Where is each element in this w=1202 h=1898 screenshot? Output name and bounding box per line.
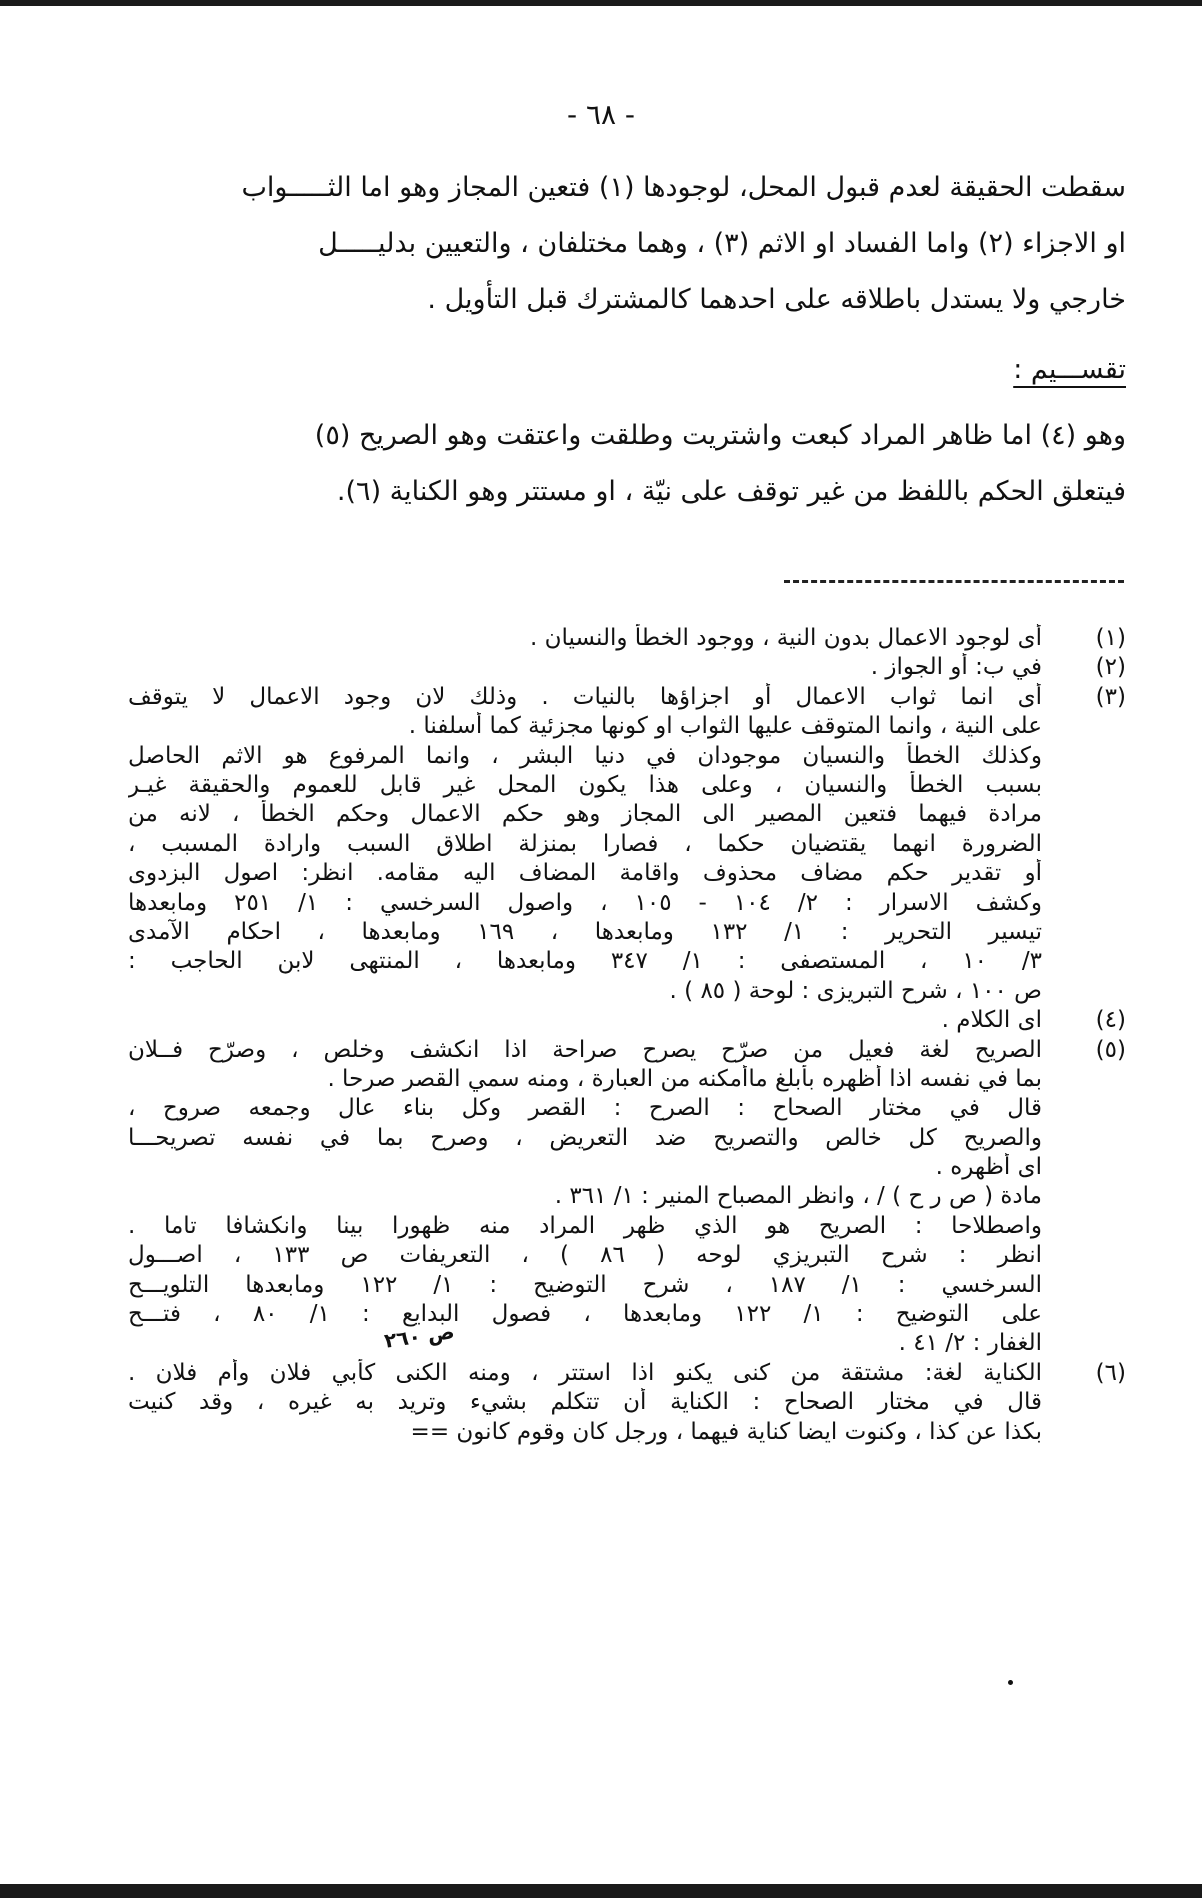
footnote-line: مرادة فيهما فتعين المصير الى المجاز وهو حكم الاعمال وحكم الخطأ ، لانه من [128,801,1042,828]
footnote-number: (٣) [1095,683,1126,710]
footnote-line: أى انما ثواب الاعمال أو اجزاؤها بالنيات . وذلك لان وجود الاعمال لا يتوقف [128,683,1042,710]
footnote-5 [106,1036,1126,1359]
footnote-line: أو تقدير حكم مضاف محذوف واقامة المضاف اليه مقامه. انظر: اصول البزدوى [128,860,1042,887]
main-paragraph-1 [166,160,1126,328]
footnote-line: ص ١٠٠ ، شرح التبريزى : لوحة ( ٨٥ ) . [669,977,1042,1004]
footnote-separator [784,580,1124,583]
footnote-body [106,1036,1042,1359]
text-line: او الاجزاء (٢) واما الفساد او الاثم (٣) ، وهما مختلفان ، والتعيين بدليـــــل [318,228,1126,259]
footnote-body [106,1006,1042,1035]
text-line: خارجي ولا يستدل باطلاقه على احدهما كالمشترك قبل التأويل . [427,284,1126,315]
footnote-line: والصريح كل خالص والتصريح ضد التعريض ، وصرح بما في نفسه تصريحـــا [128,1124,1042,1151]
footnote-line: اى أظهره . [935,1154,1042,1181]
footnote-number: (١) [1095,625,1126,651]
footnote-number: (٥) [1095,1036,1126,1063]
page-number: - ٦٨ - [566,98,636,131]
text-line: فيتعلق الحكم باللفظ من غير توقف على نيّة ، او مستتر وهو الكناية (٦). [336,476,1126,507]
footnote-4 [106,1006,1126,1035]
footnote-line: على التوضيح : ١/ ١٢٢ ومابعدها ، فصول البدايع : ١/ ٨٠ ، فتـــح [128,1301,1042,1328]
footnote-line: بما في نفسه اذا أظهره بأبلغ ماأمكنه من العبارة ، ومنه سمي القصر صرحا . [327,1065,1042,1092]
footnote-body [106,683,1042,1006]
footnote-line: الكناية لغة: مشتقة من كنى يكنو اذا استتر ، ومنه الكنى كأبي فلان وأم فلان . [128,1359,1042,1386]
footnote-line: قال في مختار الصحاح : الكناية أن تتكلم بشيء وتريد به غيره ، وقد كنيت [128,1389,1042,1416]
text-line: وهو (٤) اما ظاهر المراد كبعت واشتريت وطلقت واعتقت وهو الصريح (٥) [314,420,1126,451]
footnote-line: بكذا عن كذا ، وكنوت ايضا كناية فيهما ، ورجل كان وقوم كانون == [410,1418,1042,1445]
footnote-line: الضرورة انهما يقتضيان حكما ، فصارا بمنزلة اطلاق السبب وارادة المسبب ، [128,830,1042,857]
footnote-3 [106,683,1126,1006]
footnote-number: (٤) [1095,1007,1126,1034]
footnote-line: اى الكلام . [941,1007,1042,1034]
footnote-line: أى لوجود الاعمال بدون النية ، ووجود الخطأ والنسيان . [530,625,1042,651]
footnote-body [106,653,1042,682]
footnote-line: واصطلاحا : الصريح هو الذي ظهر المراد منه ظهورا بينا وانكشافا تاما . [128,1212,1042,1239]
footnote-line: مادة ( ص ر ح ) / ، وانظر المصباح المنير : ١/ ٣٦١ . [554,1183,1042,1210]
footnote-line: وكذلك الخطأ والنسيان موجودان في دنيا البشر ، وانما المرفوع هو الاثم الحاصل [128,742,1042,769]
footnote-line: على النية ، وانما المتوقف عليها الثواب او كونها مجزئية كما أسلفنا . [408,713,1042,740]
footnote-2 [106,653,1126,682]
footnote-line: وكشف الاسرار : ٢/ ١٠٤ - ١٠٥ ، واصول السرخسي : ١/ ٢٥١ ومابعدها [128,889,1042,916]
footnote-line: تيسير التحرير : ١/ ١٣٢ ومابعدها ، ١٦٩ ومابعدها ، احكام الآمدى [128,918,1042,945]
footnote-number: (٦) [1095,1359,1126,1386]
handwritten-page-reference: ص ٢٦٠ [382,1319,456,1353]
text-line: سقطت الحقيقة لعدم قبول المحل، لوجودها (١) فتعين المجاز وهو اما الثـــــواب [241,172,1126,203]
scan-top-edge [0,0,1202,6]
main-paragraph-2 [166,408,1126,520]
footnote-1 [106,624,1126,653]
footnote-line: انظر : شرح التبريزي لوحه ( ٨٦ ) ، التعريفات ص ١٣٣ ، اصـــول [128,1242,1042,1269]
footnote-6 [106,1359,1126,1447]
footnote-line: في ب: أو الجواز . [870,654,1042,681]
footnote-line: السرخسي : ١/ ١٨٧ ، شرح التوضيح : ١/ ١٢٢ ومابعدها التلويـــح [128,1271,1042,1298]
footnote-line: ٣/ ١٠ ، المستصفى : ١/ ٣٤٧ ومابعدها ، المنتهى لابن الحاجب : [128,948,1042,975]
footnote-line: بسبب الخطأ والنسيان ، وعلى هذا يكون المحل غير قابل للعموم والحقيقة غيـر [128,771,1042,798]
footnote-body [106,624,1042,653]
footnote-line: قال في مختار الصحاح : الصرح : القصر وكل بناء عال وجمعه صروح ، [128,1095,1042,1122]
footnote-body [106,1359,1042,1447]
footnote-line: الغفار : ٢/ ٤١ . [898,1330,1042,1357]
ink-dot [1008,1680,1013,1685]
footnote-line: الصريح لغة فعيل من صرّح يصرح صراحة اذا انكشف وخلص ، وصرّح فــلان [128,1036,1042,1063]
section-heading: تقســـيم : [1013,354,1126,385]
footnotes-section [106,624,1126,1447]
footnote-number: (٢) [1095,654,1126,681]
scan-bottom-edge [0,1884,1202,1898]
